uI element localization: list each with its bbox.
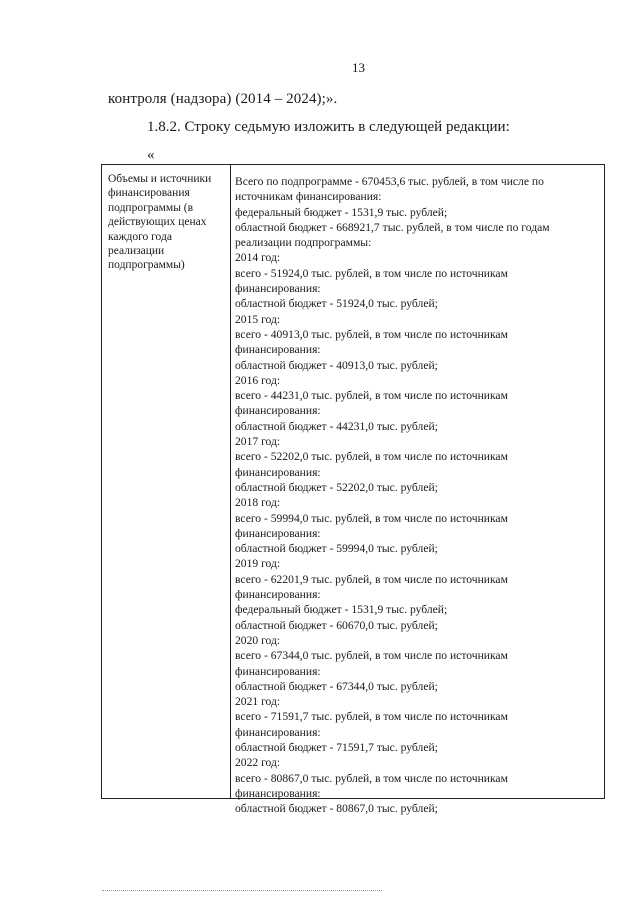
page-number: 13 [352, 60, 365, 75]
financing-table [101, 164, 605, 816]
value-line: всего - 59994,0 тыс. рублей, в том числе по источникам [235, 511, 508, 525]
value-line: 2021 год: [235, 695, 281, 709]
open-quote-mark: « [147, 147, 155, 163]
value-line: источникам финансирования: [235, 190, 382, 204]
value-line: областной бюджет - 51924,0 тыс. рублей; [235, 297, 438, 311]
value-line: всего - 67344,0 тыс. рублей, в том числе по источникам [235, 649, 508, 663]
bottom-rule [102, 890, 382, 891]
column-divider [230, 165, 231, 798]
value-line: финансирования: [235, 786, 321, 800]
value-line: всего - 52202,0 тыс. рублей, в том числе по источникам [235, 450, 508, 464]
value-line: финансирования: [235, 664, 321, 678]
value-line: областной бюджет - 668921,7 тыс. рублей, в том числе по годам [235, 220, 550, 234]
value-line: 2016 год: [235, 373, 281, 387]
value-line: областной бюджет - 67344,0 тыс. рублей; [235, 679, 438, 693]
value-line: областной бюджет - 60670,0 тыс. рублей; [235, 618, 438, 632]
value-line: федеральный бюджет - 1531,9 тыс. рублей; [235, 205, 448, 219]
value-line: федеральный бюджет - 1531,9 тыс. рублей; [235, 603, 448, 617]
label-line: реализации [108, 245, 165, 258]
value-line: 2022 год: [235, 756, 281, 770]
value-line: всего - 51924,0 тыс. рублей, в том числе по источникам [235, 266, 508, 280]
value-line: всего - 80867,0 тыс. рублей, в том числе по источникам [235, 771, 508, 785]
value-line: областной бюджет - 71591,7 тыс. рублей; [235, 740, 438, 754]
value-line: Всего по подпрограмме - 670453,6 тыс. рублей, в том числе по [235, 175, 544, 188]
table-value-cell [235, 174, 601, 816]
value-line: финансирования: [235, 465, 321, 479]
value-line: областной бюджет - 59994,0 тыс. рублей; [235, 542, 438, 556]
value-line: 2020 год: [235, 633, 281, 647]
value-line: всего - 62201,9 тыс. рублей, в том числе по источникам [235, 572, 508, 586]
value-line: финансирования: [235, 725, 321, 739]
label-line: действующих ценах [108, 216, 207, 229]
value-line: финансирования: [235, 343, 321, 357]
value-line: реализации подпрограммы: [235, 236, 372, 250]
value-line: 2015 год: [235, 312, 281, 326]
value-line: финансирования: [235, 526, 321, 540]
clause-heading: 1.8.2. Строку седьмую изложить в следующей редакции: [147, 119, 510, 135]
intro-line: контроля (надзора) (2014 – 2024);». [108, 91, 338, 107]
value-line: областной бюджет - 40913,0 тыс. рублей; [235, 358, 438, 372]
label-line: каждого года [108, 230, 172, 243]
value-line: 2018 год: [235, 496, 281, 510]
value-line: всего - 40913,0 тыс. рублей, в том числе по источникам [235, 327, 508, 341]
label-line: подпрограммы (в [108, 201, 194, 214]
value-line: финансирования: [235, 404, 321, 418]
value-line: финансирования: [235, 282, 321, 296]
label-line: финансирования [108, 187, 190, 200]
label-line: Объемы и источники [108, 173, 212, 185]
value-line: областной бюджет - 52202,0 тыс. рублей; [235, 480, 438, 494]
value-line: 2017 год: [235, 435, 281, 449]
value-line: 2019 год: [235, 557, 281, 571]
table-label-cell [108, 172, 228, 273]
value-line: всего - 44231,0 тыс. рублей, в том числе по источникам [235, 389, 508, 403]
label-line: подпрограммы) [108, 259, 185, 272]
value-line: 2014 год: [235, 251, 281, 265]
value-line: всего - 71591,7 тыс. рублей, в том числе по источникам [235, 710, 508, 724]
value-line: областной бюджет - 80867,0 тыс. рублей; [235, 802, 438, 816]
value-line: финансирования: [235, 588, 321, 602]
value-line: областной бюджет - 44231,0 тыс. рублей; [235, 419, 438, 433]
